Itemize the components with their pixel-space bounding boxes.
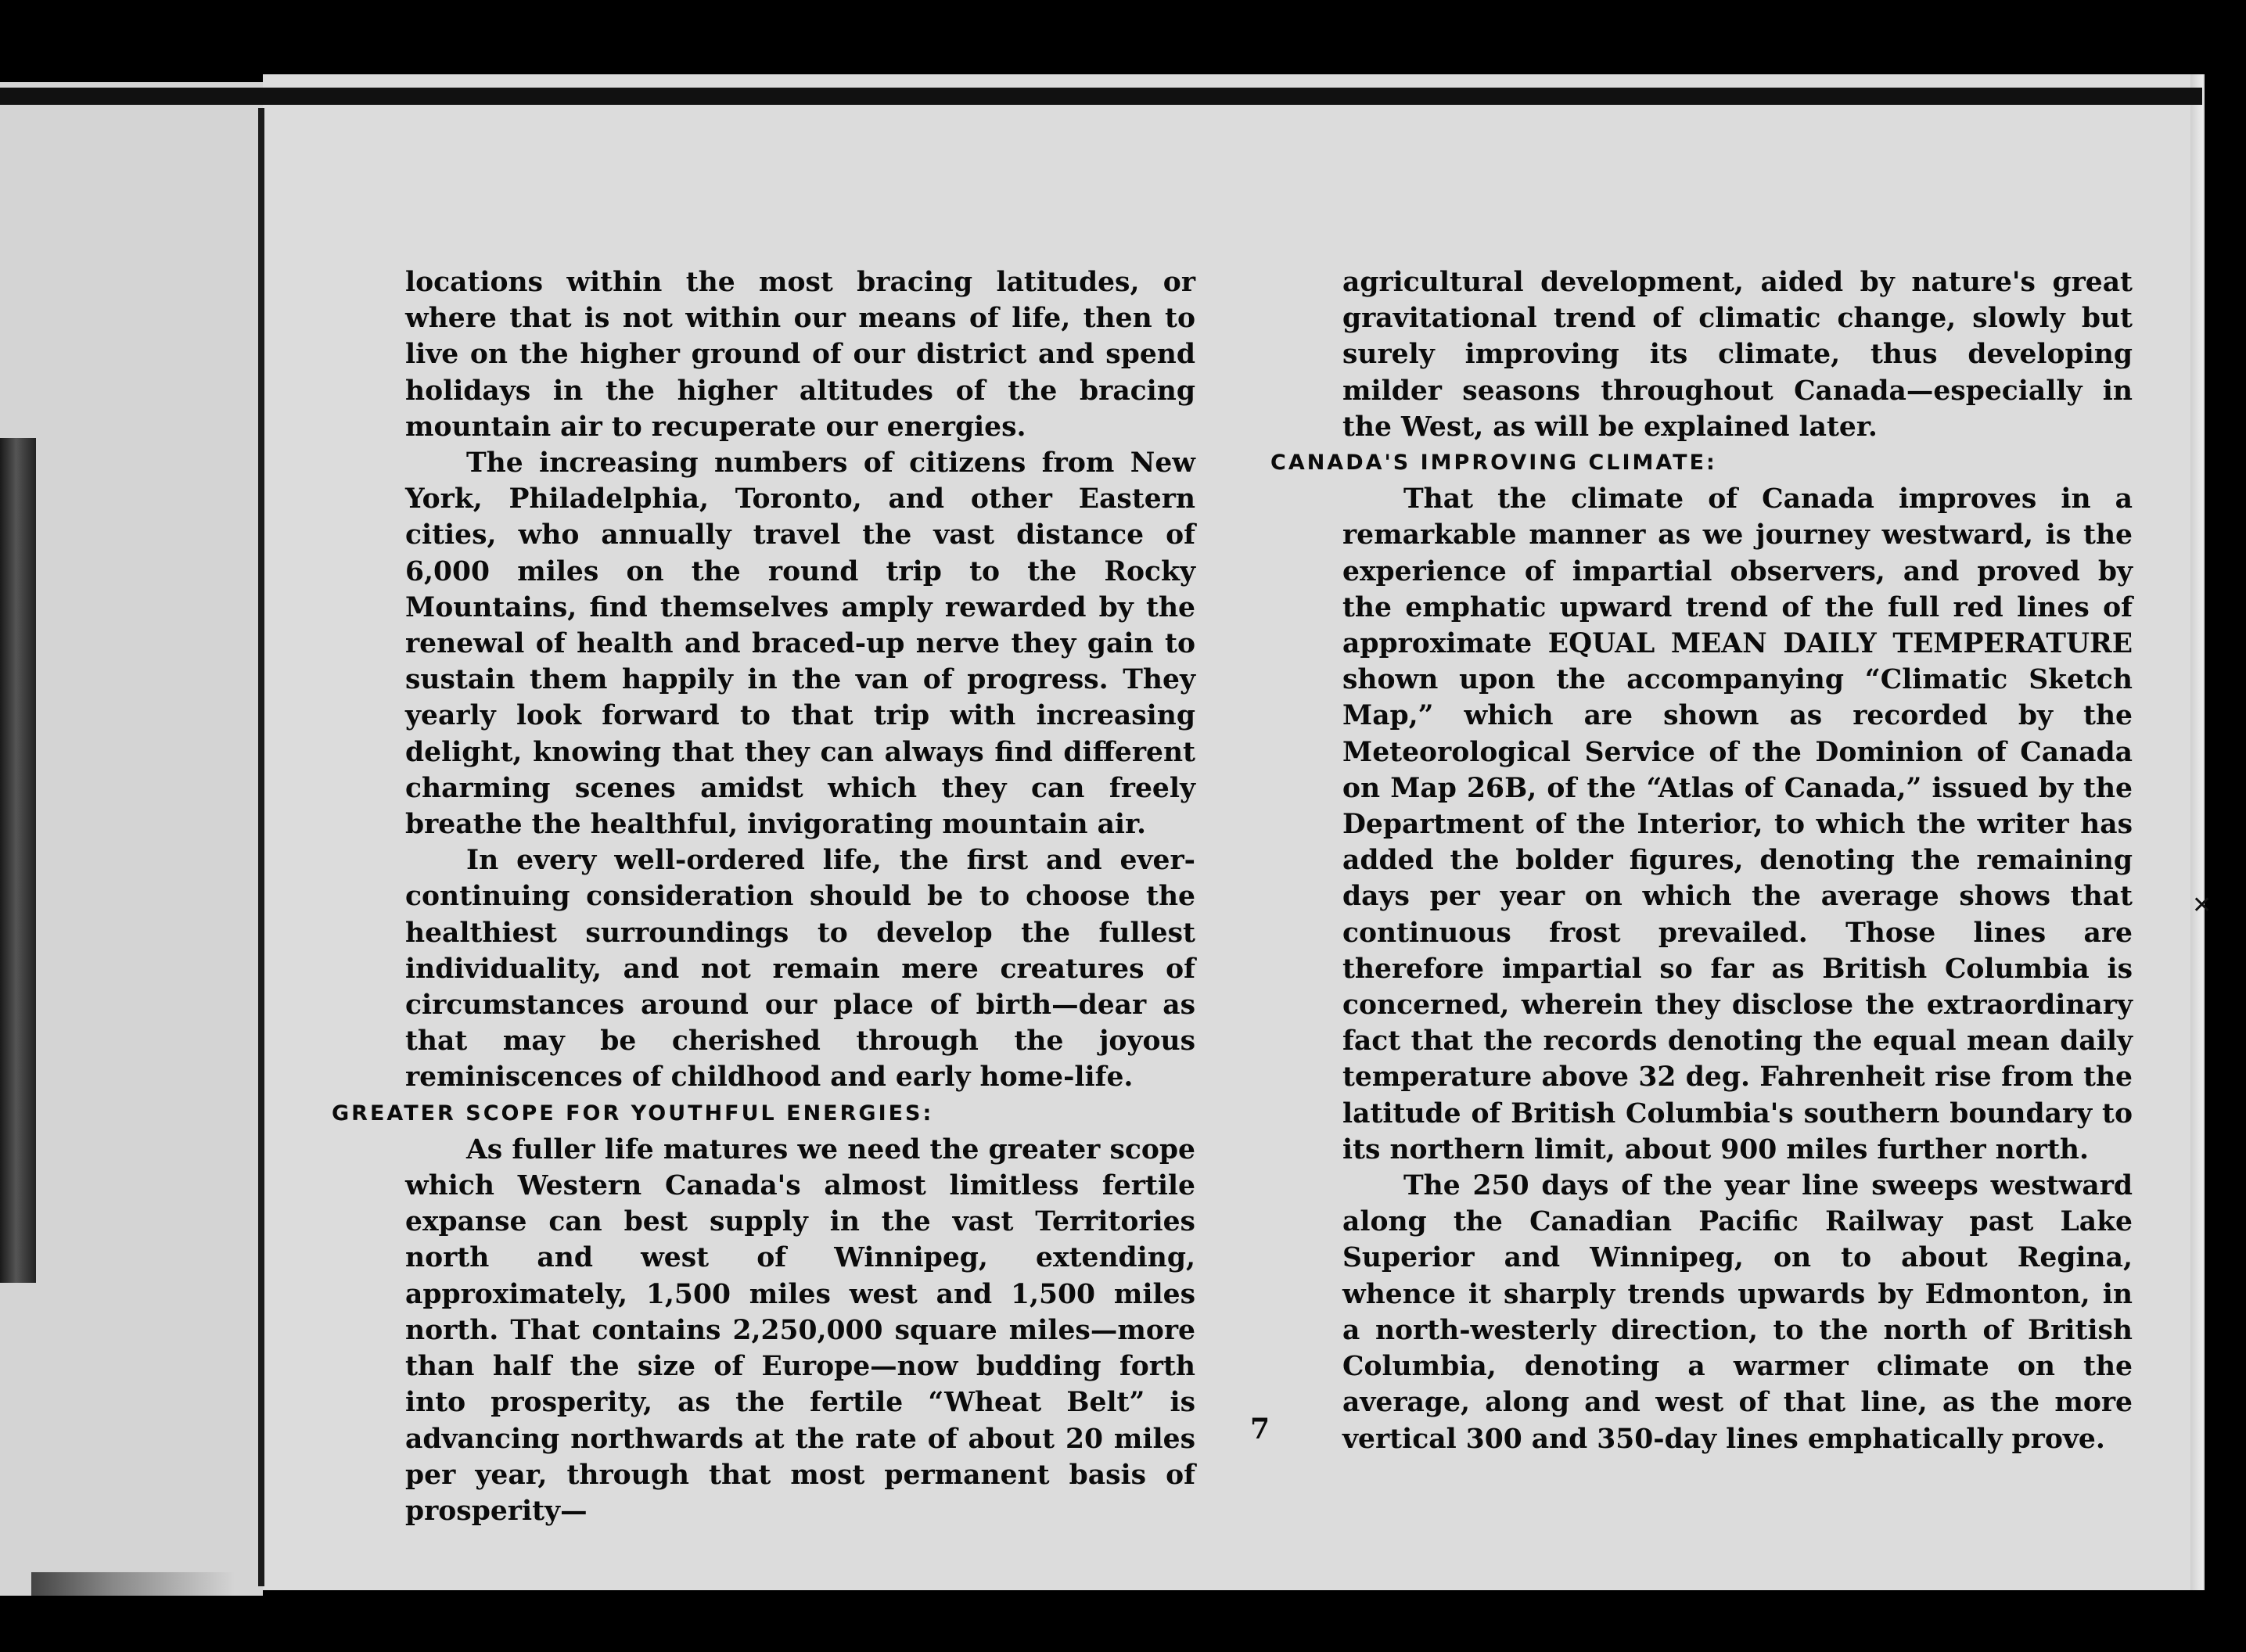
left-column bbox=[332, 264, 1195, 1529]
left-paragraph-2: The increasing numbers of citizens from New York, Philadelphia, Toronto, and other Eastern cities, who annually travel the vast distance of 6,000 miles on the round trip to the Rocky Mountains, find themselves amply rewarded by the renewal of health and braced-up nerve they gain to sustain them happily in the van of progress. They yearly look forward to that trip with increasing delight, knowing that they can always find different charming scenes amidst which they can freely breathe the healthful, invigorating mountain air. bbox=[405, 447, 1195, 841]
right-paragraph-3: The 250 days of the year line sweeps westward along the Canadian Pacific Railway past Lake Superior and Winnipeg, on to about Regina, whence it sharply trends upwards by Edmonton, in a north-westerly direction, to the north of British Columbia, denoting a warmer climate on the average, along and west of that line, as the more vertical 300 and 350-day lines emphatically prove. bbox=[1342, 1170, 2133, 1455]
right-paragraph-1: agricultural development, aided by nature's great gravitational trend of climatic change, slowly but surely improving its climate, thus developing milder seasons throughout Canada—especially in the West, as will be explained later. bbox=[1342, 267, 2133, 443]
left-paragraph-4: As fuller life matures we need the greater scope which Western Canada's almost limitless fertile expanse can best supply in the vast Territories north and west of Winnipeg, extending, approximately, 1,500 miles west and 1,500 miles north. That contains 2,250,000 square miles—more than half the size of Europe—now budding forth into prosperity, as the fertile “Wheat Belt” is advancing northwards at the rate of about 20 miles per year, through that most permanent basis of prosperity— bbox=[405, 1133, 1195, 1527]
left-paragraph-3: In every well-ordered life, the first and ever-continuing consideration should be to choose the healthiest surroundings to develop the fullest individuality, and not remain mere creatures of circumstances around our place of birth—dear as that may be cherished through the joyous reminiscences of childhood and early home-life. bbox=[405, 845, 1195, 1094]
right-paragraph-2: That the climate of Canada improves in a remarkable manner as we journey westward, is the experience of impartial observers, and proved by the emphatic upward trend of the full red lines of approximate EQUAL MEAN DAILY TEMPERATURE shown upon the accompanying “Climatic Sketch Map,” which are shown as recorded by the Meteorological Service of the Dominion of Canada on Map 26B, of the “Atlas of Canada,” issued by the Department of the Interior, to which the writer has added the bolder figures, denoting the remaining days per year on which the average shows that continuous frost prevailed. Those lines are therefore impartial so far as British Columbia is concerned, wherein they disclose the extraordinary fact that the records denoting the equal mean daily temperature above 32 deg. Fahrenheit rise from the latitude of British Columbia's southern boundary to its northern limit, about 900 miles further north. bbox=[1342, 483, 2133, 1165]
bottom-scan-smear bbox=[31, 1572, 235, 1596]
margin-mark-icon: ✕ bbox=[2192, 892, 2212, 919]
left-page-edge bbox=[0, 82, 263, 1596]
page-right-edge bbox=[2190, 74, 2203, 1590]
top-shadow-rule bbox=[0, 88, 2202, 105]
section-heading-youthful-energies: GREATER SCOPE FOR YOUTHFUL ENERGIES: bbox=[332, 1101, 934, 1126]
left-paragraph-1: locations within the most bracing latitudes, or where that is not within our means of life, then to live on the higher ground of our district and spend holidays in the higher altitudes of the bracing mountain air to recuperate our energies. bbox=[405, 267, 1195, 443]
gutter-line bbox=[258, 108, 264, 1586]
right-column bbox=[1270, 264, 2133, 1457]
left-photo-fragment bbox=[0, 438, 36, 1283]
section-heading-improving-climate: CANADA'S IMPROVING CLIMATE: bbox=[1270, 451, 1717, 476]
page-number: 7 bbox=[1250, 1413, 1270, 1446]
